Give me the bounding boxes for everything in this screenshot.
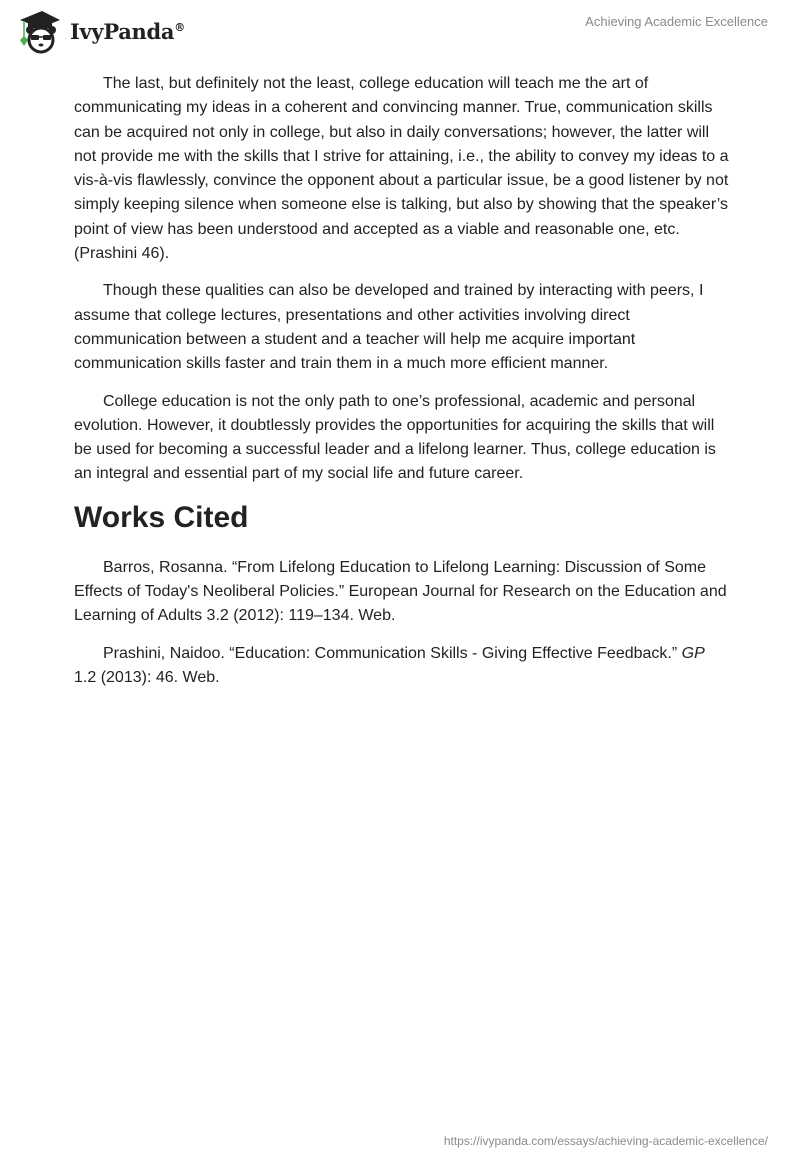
paragraph: The last, but definitely not the least, college education will teach me the art of communicating my ideas in a coherent and convincing manner. True, communication skills can be acquired not only in college, but also in daily conversations; however, the latter will not provide me with the skills that I strive for attaining, i.e., the ability to convey my ideas to a vis-à-vis flawlessly, convince the opponent about a particular issue, be a good listener by not simply keeping silence when someone else is talking, but also by showing that the speaker’s point of view has been understood and accepted as a viable and reasonable one, etc. (Prashini 46). <box>74 75 729 263</box>
essay-content <box>74 72 730 703</box>
brand-name: IvyPanda <box>70 18 175 44</box>
citation: Barros, Rosanna. “From Lifelong Education to Lifelong Learning: Discussion of Some Effects of Today's Neoliberal Policies.” European Journal for Research on the Education and Learning of Adults 3.2 (2012): 119–134. Web. <box>74 558 727 625</box>
panda-graduate-icon <box>16 8 62 54</box>
ivypanda-logo[interactable] <box>16 8 185 54</box>
registered-mark: ® <box>174 20 185 34</box>
citation-journal: GP <box>681 644 705 662</box>
citation-text: Prashini, Naidoo. “Education: Communication Skills - Giving Effective Feedback.” <box>103 644 682 662</box>
citation-text: 1.2 (2013): 46. Web. <box>74 668 220 686</box>
works-cited-heading: Works Cited <box>74 500 249 534</box>
paragraph: College education is not the only path to one’s professional, academic and personal evolution. However, it doubtlessly provides the opportunities for acquiring the skills that will be used for becoming a successful leader and a lifelong learner. Thus, college education is an integral and essential part of my social life and future career. <box>74 392 716 483</box>
document-title: Achieving Academic Excellence <box>585 14 768 29</box>
paragraph: Though these qualities can also be developed and trained by interacting with peers, I assume that college lectures, presentations and other activities involving direct communication between a student and a teacher will help me acquire important communication skills faster and train them in a much more efficient manner. <box>74 282 704 373</box>
footer-url[interactable]: https://ivypanda.com/essays/achieving-academic-excellence/ <box>443 1134 768 1148</box>
citation <box>74 642 730 691</box>
